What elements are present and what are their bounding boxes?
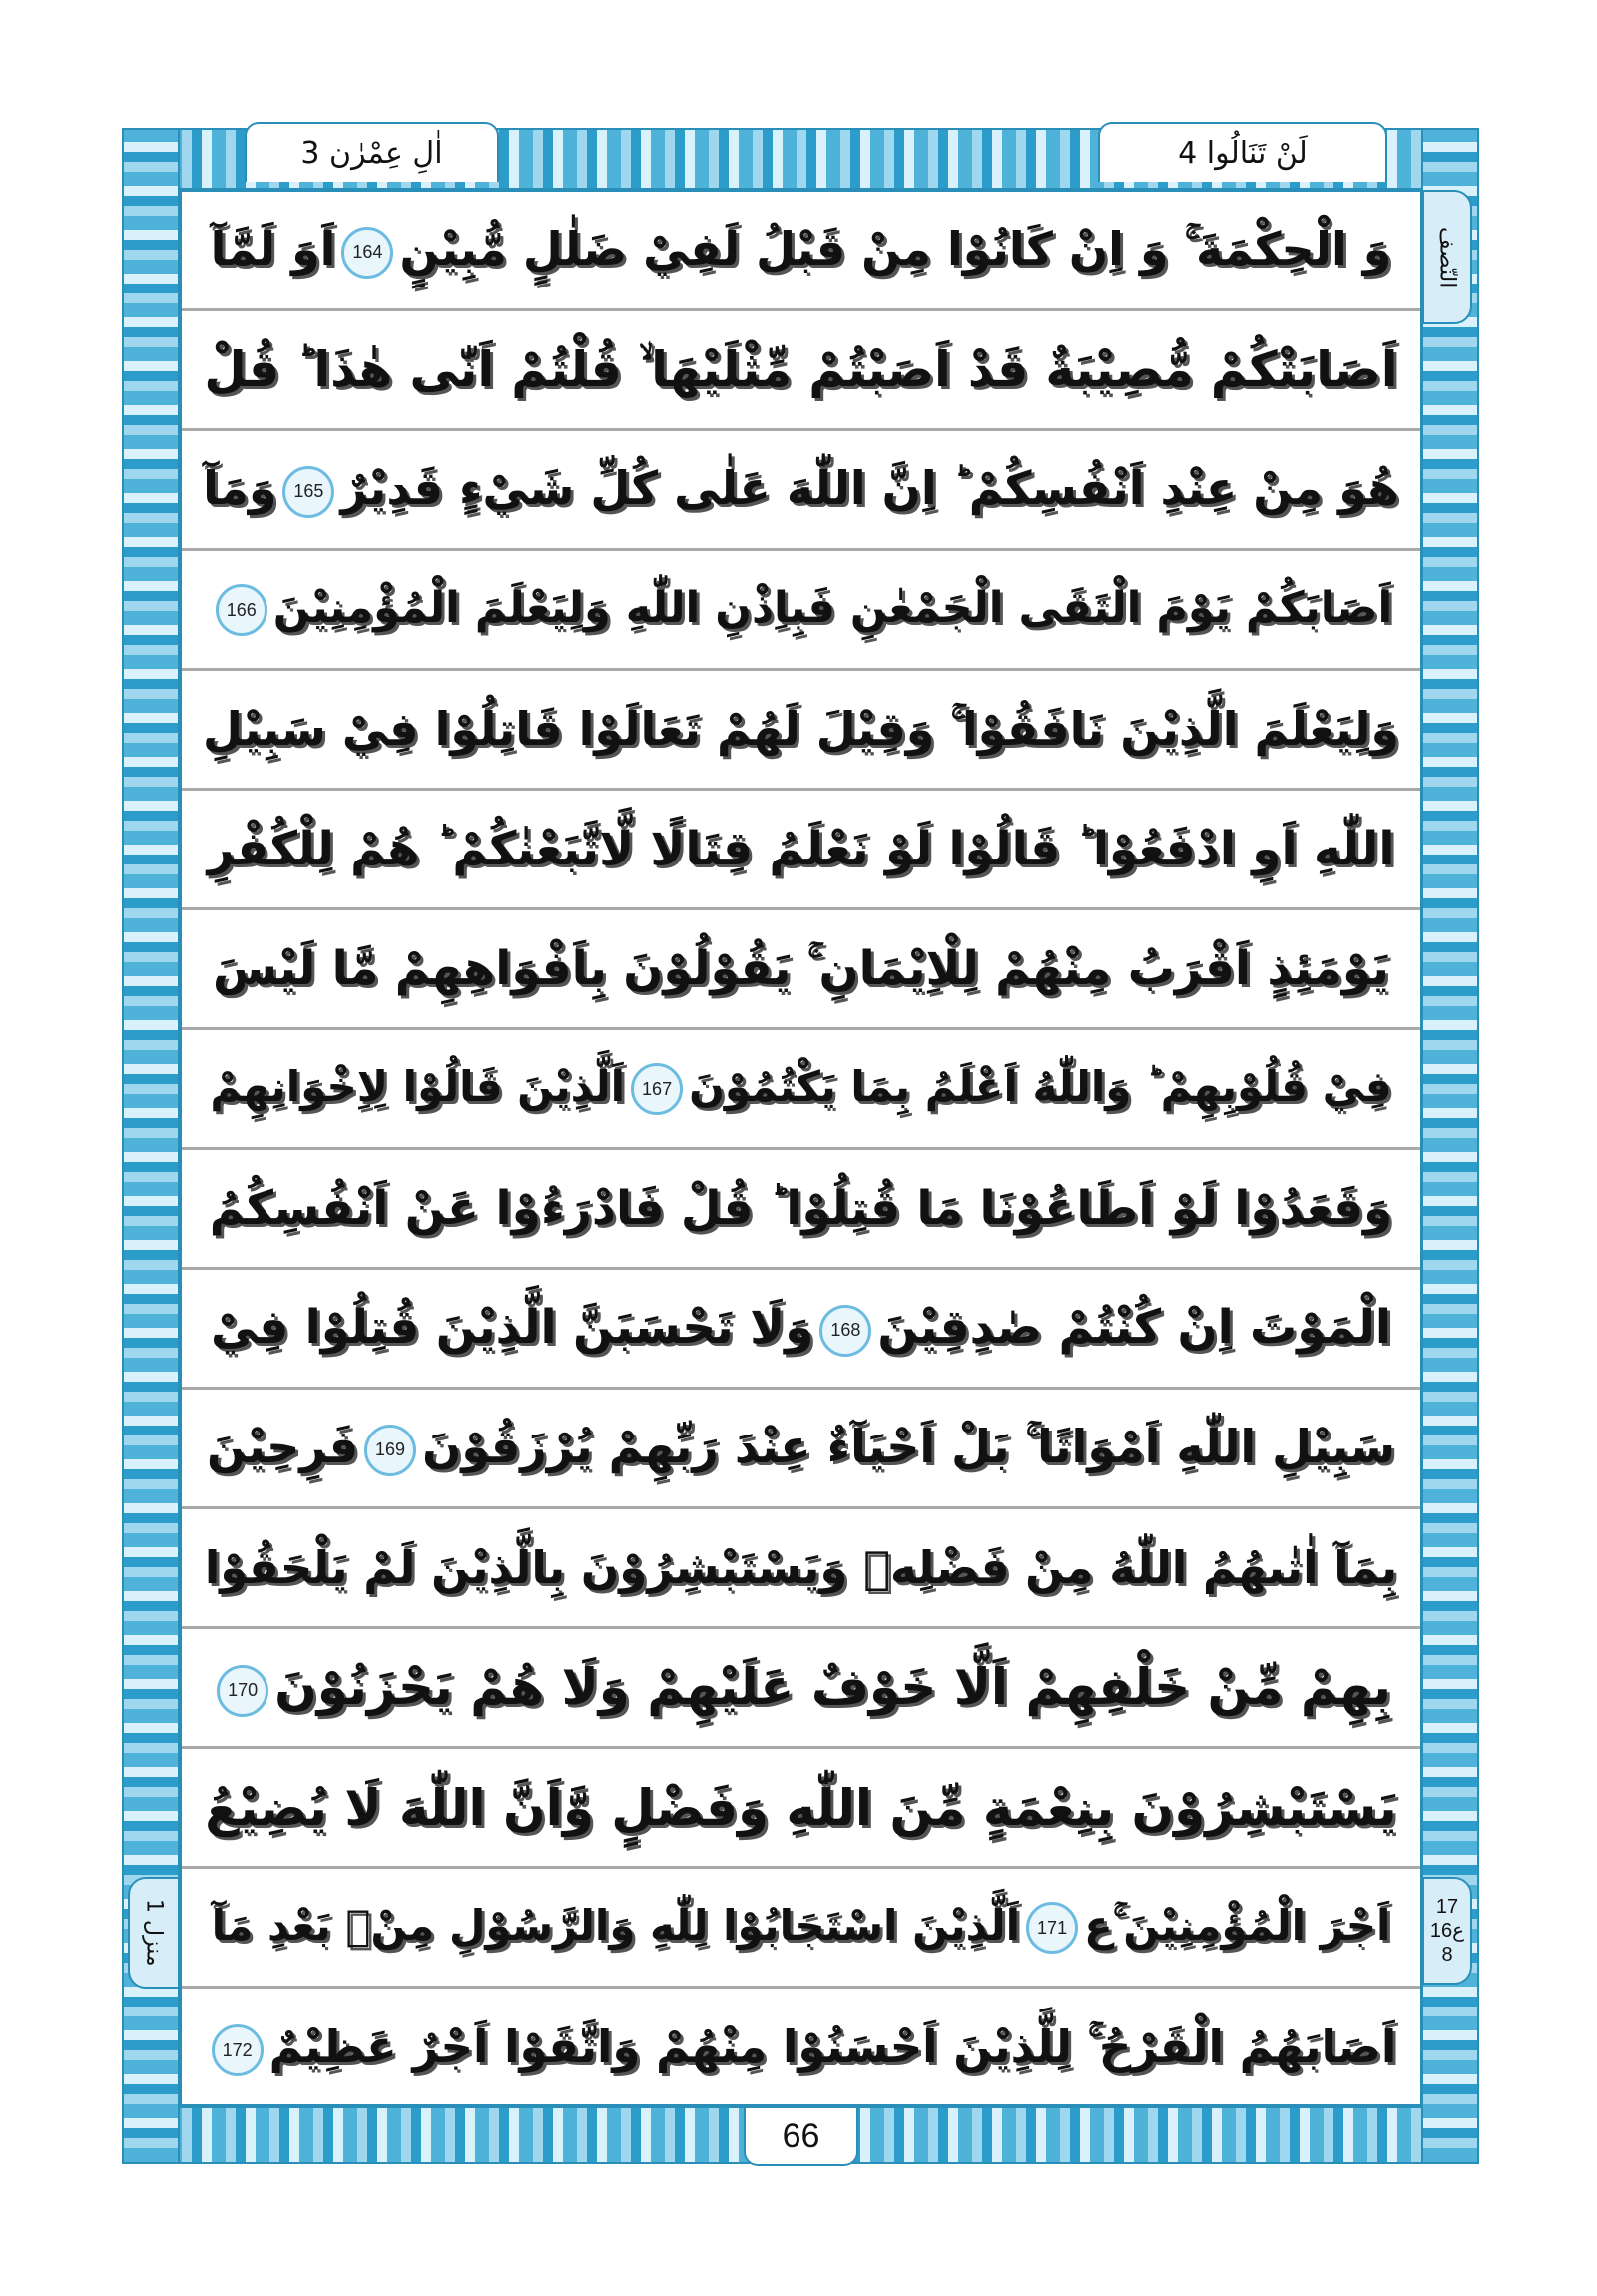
- ruku-bottom-number: 8: [1441, 1944, 1453, 1966]
- verse-segment: يَوْمَئِذٍ اَقْرَبُ مِنْهُمْ لِلْاِيْمَانِ ۚ يَقُوْلُوْنَ بِاَفْوَاهِهِمْ مَّا لَيْسَ: [213, 940, 1389, 996]
- text-line: [182, 1509, 1420, 1629]
- text-line: [182, 1390, 1420, 1509]
- hizb-marker: [1422, 190, 1472, 324]
- verse-segment: فَرِحِيْنَ: [207, 1420, 359, 1474]
- hizb-marker-text: النّصف: [1434, 226, 1460, 288]
- text-line: [182, 431, 1420, 551]
- ayah-number-marker: 169: [364, 1425, 416, 1476]
- text-line: [182, 1629, 1420, 1749]
- manzil-marker: [128, 1877, 180, 1989]
- juz-name-label: [1098, 122, 1387, 182]
- verse-segment: اَصَابَهُمُ الْقَرْحُ ۚ لِلَّذِيْنَ اَحْسَنُوْا مِنْهُمْ وَاتَّقَوْا اَجْرٌ عَظِيْمٌ: [268, 2020, 1397, 2073]
- verse-segment: اَجْرَ الْمُؤْمِنِيْنَ ۚع: [1084, 1900, 1391, 1950]
- verse-segment: وَ الْحِكْمَةَ ۚ وَ اِنْ كَانُوْا مِنْ قَبْلُ لَفِيْ ضَلٰلٍ مُّبِيْنٍ: [399, 222, 1392, 277]
- ayah-number-marker: 164: [341, 227, 393, 279]
- verse-segment: اَصَابَكُمْ يَوْمَ الْتَقَى الْجَمْعٰنِ فَبِاِذْنِ اللّٰهِ وَلِيَعْلَمَ الْمُؤْمِنِيْنَ: [272, 582, 1393, 633]
- surah-name-text: اٰلِ عِمْرٰن 3: [300, 135, 443, 171]
- verse-text: [212, 1901, 1391, 1955]
- verse-segment: اَلَّذِيْنَ اسْتَجَابُوْا لِلّٰهِ وَالرَّسُوْلِ مِنْۢ بَعْدِ مَآ: [211, 1900, 1021, 1950]
- verse-text: [208, 822, 1395, 876]
- text-line: [182, 551, 1420, 671]
- page-number: [744, 2108, 858, 2166]
- text-line: [182, 192, 1420, 311]
- verse-segment: وَمَآ: [203, 461, 277, 516]
- verse-text: [213, 941, 1389, 997]
- verse-text: [210, 1062, 1391, 1116]
- manzil-text: منزل 1: [141, 1899, 167, 1967]
- verse-segment: فِيْ قُلُوْبِهِمْ ؕ وَاللّٰهُ اَعْلَمُ بِمَا يَكْتُمُوْنَ: [689, 1061, 1392, 1111]
- verse-segment: الْمَوْتَ اِنْ كُنْتُمْ صٰدِقِيْنَ: [877, 1300, 1392, 1356]
- verse-segment: وَقَعَدُوْا لَوْ اَطَاعُوْنَا مَا قُتِلُوْا ؕ قُلْ فَادْرَءُوْا عَنْ اَنْفُسِكُمُ: [209, 1181, 1393, 1236]
- verse-segment: بِهِمْ مِّنْ خَلْفِهِمْ اَلَّا خَوْفٌ عَلَيْهِمْ وَلَا هُمْ يَحْزَنُوْنَ: [274, 1658, 1391, 1717]
- verse-text: [211, 1300, 1391, 1357]
- verse-segment: سَبِيْلِ اللّٰهِ اَمْوَاتًا ۚ بَلْ اَحْيَآءٌ عِنْدَ رَبِّهِمْ يُرْزَقُوْنَ: [422, 1420, 1396, 1474]
- text-line: [182, 791, 1420, 910]
- verse-segment: اللّٰهِ اَوِ ادْفَعُوْا ؕ قَالُوْا لَوْ نَعْلَمُ قِتَالًا لَّاتَّبَعْنٰكُمْ ؕ هُمْ لِلْكُفْرِ: [207, 822, 1395, 876]
- ruku-marker: [1422, 1877, 1472, 1985]
- verse-segment: اَصَابَتْكُمْ مُّصِيْبَةٌ قَدْ اَصَبْتُمْ مِّثْلَيْهَا ۙ قُلْتُمْ اَنّٰى هٰذَا ؕ قُلْ: [204, 340, 1398, 398]
- verse-text: [211, 1658, 1391, 1717]
- text-line: [182, 1150, 1420, 1270]
- verse-segment: اَلَّذِيْنَ قَالُوْا لِاِخْوَانِهِمْ: [210, 1061, 626, 1111]
- verse-text: [203, 461, 1399, 518]
- verse-text: [203, 702, 1399, 758]
- verse-segment: هُوَ مِنْ عِنْدِ اَنْفُسِكُمْ ؕ اِنَّ اللّٰهَ عَلٰى كُلِّ شَيْءٍ قَدِيْرٌ: [340, 461, 1399, 516]
- verse-segment: وَلَا تَحْسَبَنَّ الَّذِيْنَ قُتِلُوْا فِيْ: [210, 1300, 814, 1356]
- verse-text: [210, 583, 1393, 637]
- ayah-number-marker: 171: [1026, 1902, 1078, 1954]
- text-line: [182, 1989, 1420, 2108]
- verse-text: [211, 222, 1392, 279]
- verse-text: [204, 341, 1397, 399]
- verse-text: [205, 1779, 1396, 1837]
- border-right-ornament: [1421, 128, 1479, 2164]
- verse-text: [210, 1181, 1392, 1236]
- ruku-ain-glyph: ع: [1452, 1920, 1465, 1942]
- text-line: [182, 1869, 1420, 1989]
- verse-text: [206, 2020, 1397, 2076]
- ruku-mid-number: 16: [1429, 1920, 1453, 1942]
- quran-text-panel: [180, 190, 1422, 2106]
- verse-segment: اَوَ لَمَّآ: [210, 222, 336, 277]
- ayah-number-marker: 168: [819, 1305, 871, 1357]
- page-number-text: 66: [782, 2116, 820, 2155]
- ayah-number-marker: 165: [282, 466, 334, 518]
- text-line: [182, 311, 1420, 431]
- text-line: [182, 1749, 1420, 1869]
- text-line: [182, 1030, 1420, 1150]
- verse-segment: يَسْتَبْشِرُوْنَ بِنِعْمَةٍ مِّنَ اللّٰهِ وَفَضْلٍ وَّاَنَّ اللّٰهَ لَا يُضِيْعُ: [205, 1778, 1397, 1837]
- verse-segment: بِمَآ اٰتٰىهُمُ اللّٰهُ مِنْ فَضْلِهٖ وَيَسْتَبْشِرُوْنَ بِالَّذِيْنَ لَمْ يَلْحَقُوْا: [204, 1541, 1398, 1594]
- border-left-ornament: [122, 128, 180, 2164]
- surah-name-label: [245, 122, 499, 182]
- ayah-number-marker: 166: [216, 584, 267, 636]
- text-line: [182, 1270, 1420, 1390]
- verse-segment: وَلِيَعْلَمَ الَّذِيْنَ نَافَقُوْا ۚ وَقِيْلَ لَهُمْ تَعَالَوْا قَاتِلُوْا فِيْ سَبِيْلِ: [203, 701, 1399, 756]
- juz-name-text: لَنْ تَنَالُوا 4: [1178, 135, 1308, 171]
- ayah-number-marker: 170: [217, 1665, 268, 1717]
- ayah-number-marker: 167: [631, 1063, 683, 1115]
- ayah-number-marker: 172: [212, 2024, 264, 2076]
- ruku-top-number: 17: [1435, 1896, 1459, 1918]
- verse-text: [207, 1420, 1395, 1476]
- ruku-sign: [1430, 1919, 1464, 1943]
- text-line: [182, 671, 1420, 791]
- verse-text: [205, 1541, 1397, 1594]
- text-line: [182, 910, 1420, 1030]
